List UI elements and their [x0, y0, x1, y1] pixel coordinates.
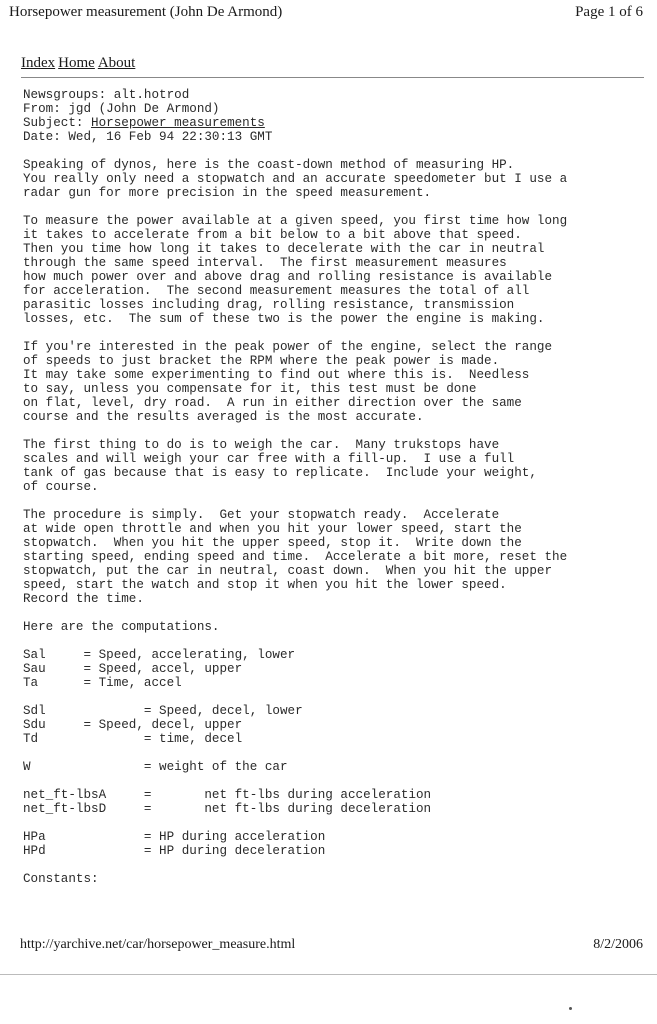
footer-url: http://yarchive.net/car/horsepower_measure.html — [20, 937, 296, 952]
paragraph-gap — [23, 606, 643, 620]
text-line: Record the time. — [23, 592, 144, 606]
text-line: radar gun for more precision in the speed measurement. — [23, 186, 432, 200]
paragraph — [23, 340, 643, 424]
text-line: net_ft-lbsD = net ft-lbs during deceleration — [23, 802, 432, 816]
paragraph — [23, 788, 643, 816]
paragraph — [23, 214, 643, 326]
header-from: From: jgd (John De Armond) — [23, 102, 220, 116]
message-body — [23, 88, 643, 886]
top-divider — [21, 77, 644, 78]
text-line: net_ft-lbsA = net ft-lbs during acceleration — [23, 788, 432, 802]
text-line: Ta = Time, accel — [23, 676, 182, 690]
text-line: Here are the computations. — [23, 620, 220, 634]
text-line: HPa = HP during acceleration — [23, 830, 326, 844]
paragraph-gap — [23, 774, 643, 788]
nav-link-home[interactable]: Home — [58, 55, 95, 71]
text-line: Sdu = Speed, decel, upper — [23, 718, 243, 732]
text-line: stopwatch, put the car in neutral, coast down. When you hit the upper — [23, 564, 553, 578]
paragraph — [23, 158, 643, 200]
paragraph-gap — [23, 816, 643, 830]
paragraph-gap — [23, 858, 643, 872]
text-line: The first thing to do is to weigh the car. Many trukstops have — [23, 438, 500, 452]
text-line: course and the results averaged is the most accurate. — [23, 410, 424, 424]
text-line: Sal = Speed, accelerating, lower — [23, 648, 296, 662]
paragraph-gap — [23, 634, 643, 648]
text-line: to say, unless you compensate for it, this test must be done — [23, 382, 477, 396]
subject-link[interactable]: Horsepower measurements — [91, 116, 265, 130]
nav-link-index[interactable]: Index — [21, 55, 56, 71]
text-line: stopwatch. When you hit the upper speed, stop it. Write down the — [23, 536, 522, 550]
paragraph-gap — [23, 690, 643, 704]
text-line: scales and will weigh your car free with a fill-up. I use a full — [23, 452, 515, 466]
bottom-divider — [0, 974, 657, 975]
paragraph-gap — [23, 494, 643, 508]
paragraph — [23, 648, 643, 690]
paragraph — [23, 830, 643, 858]
paragraph-gap — [23, 200, 643, 214]
header-date: Date: Wed, 16 Feb 94 22:30:13 GMT — [23, 130, 273, 144]
scan-speck — [569, 1007, 572, 1010]
text-line: It may take some experimenting to find out where this is. Needless — [23, 368, 530, 382]
text-line: Sdl = Speed, decel, lower — [23, 704, 303, 718]
text-line: how much power over and above drag and rolling resistance is available — [23, 270, 553, 284]
text-line: You really only need a stopwatch and an accurate speedometer but I use a — [23, 172, 568, 186]
page-title: Horsepower measurement (John De Armond) — [9, 4, 283, 20]
paragraph — [23, 620, 643, 634]
footer-date: 8/2/2006 — [593, 937, 643, 952]
paragraph-gap — [23, 144, 643, 158]
page-number: Page 1 of 6 — [575, 4, 643, 20]
text-line: speed, start the watch and stop it when you hit the lower speed. — [23, 578, 507, 592]
text-line: Sau = Speed, accel, upper — [23, 662, 243, 676]
text-line: at wide open throttle and when you hit your lower speed, start the — [23, 522, 522, 536]
nav-link-about[interactable]: About — [97, 55, 136, 71]
text-line: of speeds to just bracket the RPM where the peak power is made. — [23, 354, 500, 368]
text-line: If you're interested in the peak power of the engine, select the range — [23, 340, 553, 354]
text-line: HPd = HP during deceleration — [23, 844, 326, 858]
paragraph — [23, 704, 643, 746]
text-line: for acceleration. The second measurement measures the total of all — [23, 284, 530, 298]
header-subject — [23, 116, 643, 130]
text-line: The procedure is simply. Get your stopwatch ready. Accelerate — [23, 508, 500, 522]
paragraph-gap — [23, 746, 643, 760]
paragraph — [23, 760, 643, 774]
text-line: through the same speed interval. The first measurement measures — [23, 256, 507, 270]
text-line: Speaking of dynos, here is the coast-down method of measuring HP. — [23, 158, 515, 172]
paragraph-gap — [23, 326, 643, 340]
text-line: of course. — [23, 480, 99, 494]
text-line: losses, etc. The sum of these two is the power the engine is making. — [23, 312, 545, 326]
text-line: starting speed, ending speed and time. Accelerate a bit more, reset the — [23, 550, 568, 564]
text-line: parasitic losses including drag, rolling resistance, transmission — [23, 298, 515, 312]
text-line: Constants: — [23, 872, 99, 886]
text-line: To measure the power available at a given speed, you first time how long — [23, 214, 568, 228]
text-line: on flat, level, dry road. A run in either direction over the same — [23, 396, 522, 410]
text-line: Then you time how long it takes to decelerate with the car in neutral — [23, 242, 545, 256]
paragraph — [23, 508, 643, 606]
paragraph — [23, 438, 643, 494]
text-line: it takes to accelerate from a bit below to a bit above that speed. — [23, 228, 522, 242]
subject-prefix: Subject: — [23, 116, 92, 130]
nav-bar — [21, 55, 138, 72]
paragraph-gap — [23, 424, 643, 438]
paragraphs — [23, 144, 643, 886]
paragraph — [23, 872, 643, 886]
header-newsgroups: Newsgroups: alt.hotrod — [23, 88, 190, 102]
text-line: Td = time, decel — [23, 732, 243, 746]
text-line: W = weight of the car — [23, 760, 288, 774]
text-line: tank of gas because that is easy to replicate. Include your weight, — [23, 466, 537, 480]
